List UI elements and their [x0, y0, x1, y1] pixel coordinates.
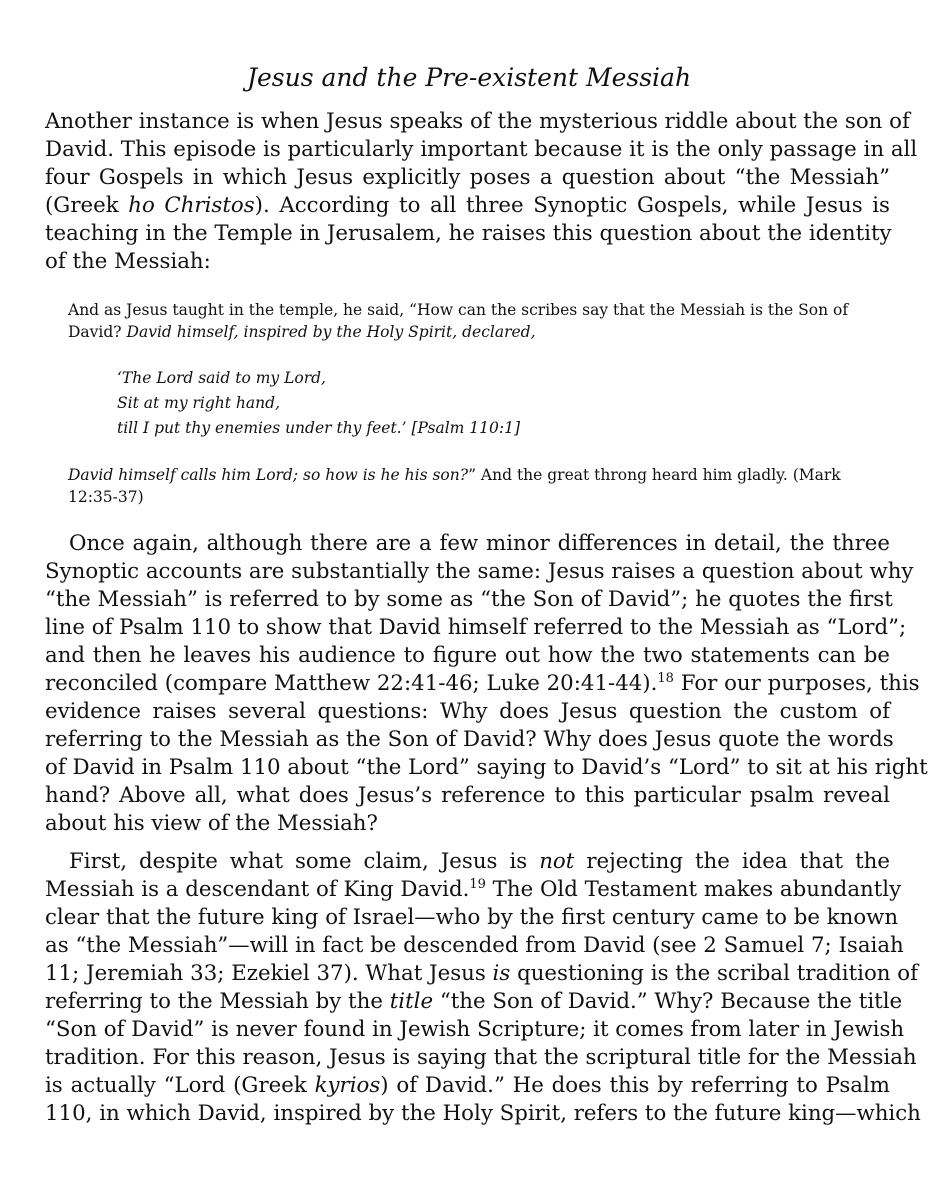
text-line: “Son of David” is never found in Jewish Scripture; it comes from later in Jewish — [45, 1017, 905, 1042]
text-line: teaching in the Temple in Jerusalem, he raises this question about the identity — [45, 221, 892, 246]
text-line: reconciled (compare Matthew 22:41-46; Luke 20:41-44).$^{18}$ For our purposes, this — [45, 671, 920, 696]
quote-line: David? David himself, inspired by the Holy Spirit, declared, — [68, 323, 536, 341]
quote-line: David himself calls him Lord; so how is he his son?” And the great throng heard him gladly. (Mark — [68, 466, 841, 484]
quote-line: And as Jesus taught in the temple, he said, “How can the scribes say that the Messiah is the Son of — [68, 301, 849, 319]
paragraph-once-again — [45, 530, 928, 838]
quote-line: 12:35-37) — [68, 488, 144, 506]
text-line: 110, in which David, inspired by the Holy Spirit, refers to the future king—which — [45, 1101, 921, 1126]
block-quote — [68, 299, 870, 343]
text-line: referring to the Messiah by the title “the Son of David.” Why? Because the title — [45, 989, 903, 1014]
text-line: four Gospels in which Jesus explicitly poses a question about “the Messiah” — [45, 165, 890, 190]
text-line: line of Psalm 110 to show that David himself referred to the Messiah as “Lord”; — [45, 615, 907, 640]
section-heading: Jesus and the Pre-existent Messiah — [246, 63, 692, 92]
text-line: Another instance is when Jesus speaks of the mysterious riddle about the son of — [45, 109, 910, 134]
text-line: (Greek ho Christos). According to all three Synoptic Gospels, while Jesus is — [45, 193, 890, 218]
text-line: of David in Psalm 110 about “the Lord” saying to David’s “Lord” to sit at his right — [45, 755, 928, 780]
text-line: of the Messiah: — [45, 249, 211, 274]
text-line: “the Messiah” is referred to by some as “the Son of David”; he quotes the first — [45, 587, 893, 612]
text-line: referring to the Messiah as the Son of David? Why does Jesus quote the words — [45, 727, 894, 752]
text-line: as “the Messiah”—will in fact be descended from David (see 2 Samuel 7; Isaiah — [45, 933, 904, 958]
text-line: hand? Above all, what does Jesus’s reference to this particular psalm reveal — [45, 783, 890, 808]
poem-line: ‘The Lord said to my Lord, — [117, 369, 326, 387]
footnote-ref: 18 — [657, 671, 674, 686]
text-line: is actually “Lord (Greek kyrios) of David.” He does this by referring to Psalm — [45, 1073, 891, 1098]
text-line: Once again, although there are a few minor differences in detail, the three — [69, 531, 890, 556]
poem-line: Sit at my right hand, — [117, 394, 280, 412]
psalm-quote — [117, 366, 817, 441]
text-line: David. This episode is particularly important because it is the only passage in all — [45, 137, 918, 162]
paragraph-intro — [45, 108, 918, 276]
text-line: evidence raises several questions: Why does Jesus question the custom of — [45, 699, 890, 724]
text-line: tradition. For this reason, Jesus is saying that the scriptural title for the Messiah — [45, 1045, 917, 1070]
text-line: and then he leaves his audience to figure out how the two statements can be — [45, 643, 890, 668]
text-line: First, despite what some claim, Jesus is not rejecting the idea that the — [69, 849, 890, 874]
text-line: Synoptic accounts are substantially the same: Jesus raises a question about why — [45, 559, 914, 584]
text-line: about his view of the Messiah? — [45, 811, 378, 836]
text-line: Messiah is a descendant of King David.$^{19}$ The Old Testament makes abundantly — [45, 877, 902, 902]
paragraph-first — [45, 848, 921, 1128]
text-line: clear that the future king of Israel—who by the first century came to be known — [45, 905, 899, 930]
block-quote-end — [68, 464, 870, 508]
footnote-ref: 19 — [469, 877, 486, 892]
text-line: 11; Jeremiah 33; Ezekiel 37). What Jesus is questioning is the scribal tradition of — [45, 961, 918, 986]
poem-line: till I put thy enemies under thy feet.’ [Psalm 110:1] — [117, 419, 521, 437]
